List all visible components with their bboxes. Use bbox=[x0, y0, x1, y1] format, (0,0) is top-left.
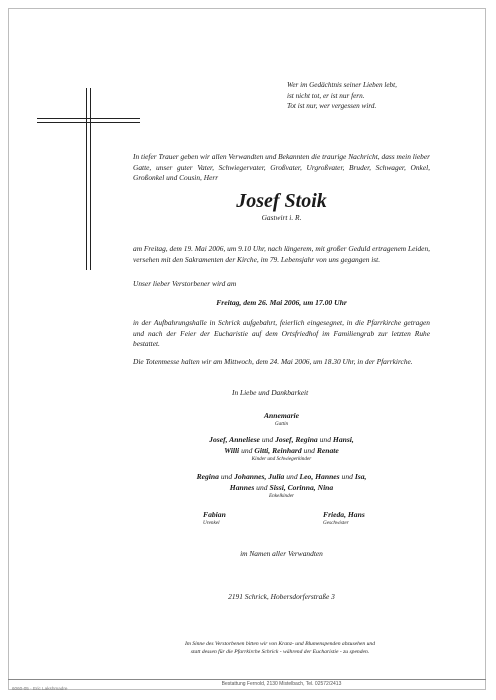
memorial-quote bbox=[287, 80, 457, 112]
family-name: Hansi, bbox=[332, 435, 354, 444]
cross-icon bbox=[90, 88, 91, 270]
conjunction: und bbox=[239, 446, 255, 455]
family-siblings bbox=[323, 509, 403, 527]
cross-icon bbox=[37, 122, 140, 123]
family-name: Frieda, Hans bbox=[323, 510, 365, 519]
family-name: Isa, bbox=[354, 472, 367, 481]
family-name: Josef, Regina bbox=[275, 435, 318, 444]
print-code: 6060-05 · Eric Lakshmadre bbox=[12, 686, 68, 691]
family-role: Enkelkinder bbox=[268, 493, 295, 499]
conjunction: und bbox=[254, 483, 270, 492]
family-name-line bbox=[133, 482, 430, 493]
family-name-line bbox=[133, 471, 430, 482]
deceased-name: Josef Stoik bbox=[236, 190, 327, 212]
memorial-mass: Die Totenmesse halten wir am Mittwoch, dem 24. Mai 2006, um 18.30 Uhr, in der Pfarrkirche. bbox=[133, 357, 413, 366]
conjunction: und bbox=[301, 446, 317, 455]
funeral-intro: Unser lieber Verstorbener wird am bbox=[133, 279, 237, 288]
family-role: Gattin bbox=[274, 421, 289, 427]
family-role: Urenkel bbox=[203, 520, 220, 526]
family-role: Geschwister bbox=[323, 520, 349, 526]
donation-note bbox=[120, 640, 440, 656]
family-name: Gitti, Reinhard bbox=[254, 446, 302, 455]
address: 2191 Schrick, Hobersdorferstraße 3 bbox=[228, 592, 335, 601]
family-grandchildren bbox=[133, 471, 430, 500]
family-wife bbox=[133, 410, 430, 428]
deceased-title: Gastwirt i. R. bbox=[261, 213, 302, 222]
family-name: Johannes, Julia bbox=[234, 472, 285, 481]
family-name: Josef, Anneliese bbox=[209, 435, 260, 444]
funeral-details: in der Aufbahrungshalle in Schrick aufgebahrt, feierlich eingesegnet, in die Pfarrkirche getragen und nach der Feier der Eucharistie auf dem Ortsfriedhof im Familiengrab zur letzten Ruhe bestattet. bbox=[133, 318, 430, 349]
funeral-date: Freitag, dem 26. Mai 2006, um 17.00 Uhr bbox=[216, 298, 347, 307]
family-name: Fabian bbox=[203, 510, 226, 519]
quote-line: Tot ist nur, wer vergessen wird. bbox=[287, 102, 377, 110]
family-name-line bbox=[133, 445, 430, 456]
footer-divider bbox=[8, 679, 486, 680]
family-children bbox=[133, 434, 430, 463]
quote-line: Wer im Gedächtnis seiner Lieben lebt, bbox=[287, 81, 397, 89]
death-notice: am Freitag, dem 19. Mai 2006, um 9.10 Uhr, nach längerem, mit großer Geduld ertragenem Leiden, versehen mit den Sakramenten der Kirche, im 79. Lebensjahr von uns gegangen ist. bbox=[133, 244, 430, 264]
conjunction: und bbox=[218, 472, 235, 481]
closing-phrase: In Liebe und Dankbarkeit bbox=[232, 388, 309, 397]
footer-imprint: Bestattung Fernold, 2130 Mistelbach, Tel. 02572/2413 bbox=[221, 681, 342, 687]
conjunction: und bbox=[284, 472, 300, 481]
family-name: Sissi, Corinna, Nina bbox=[269, 483, 334, 492]
family-name: Regina bbox=[196, 472, 219, 481]
conjunction: und bbox=[339, 472, 355, 481]
family-name: Willi bbox=[224, 446, 240, 455]
cross-icon bbox=[37, 118, 140, 119]
family-name-line bbox=[133, 434, 430, 445]
on-behalf-line: im Namen aller Verwandten bbox=[240, 549, 323, 558]
note-line: statt dessen für die Pfarrkirche Schrick - während der Eucharistie - zu spenden. bbox=[190, 649, 370, 655]
conjunction: und bbox=[259, 435, 276, 444]
family-greatgrandchild bbox=[203, 509, 263, 527]
family-name: Hannes bbox=[229, 483, 255, 492]
cross-icon bbox=[86, 88, 87, 270]
announcement-intro: In tiefer Trauer geben wir allen Verwandten und Bekannten die traurige Nachricht, dass mein lieber Gatte, unser guter Vater, Schwiegervater, Großvater, Urgroßvater, Bruder, Schwager, Onkel, Großonkel und Cousin, Herr bbox=[133, 152, 430, 183]
family-name: Leo, Hannes bbox=[299, 472, 340, 481]
family-role: Kinder und Schwiegerkinder bbox=[251, 456, 312, 462]
family-name: Annemarie bbox=[263, 411, 300, 420]
note-line: Im Sinne des Verstorbenen bitten wir von Kranz- und Blumenspenden abzusehen und bbox=[184, 641, 375, 647]
family-name: Renate bbox=[316, 446, 339, 455]
conjunction: und bbox=[317, 435, 333, 444]
quote-line: ist nicht tot, er ist nur fern. bbox=[287, 91, 365, 100]
